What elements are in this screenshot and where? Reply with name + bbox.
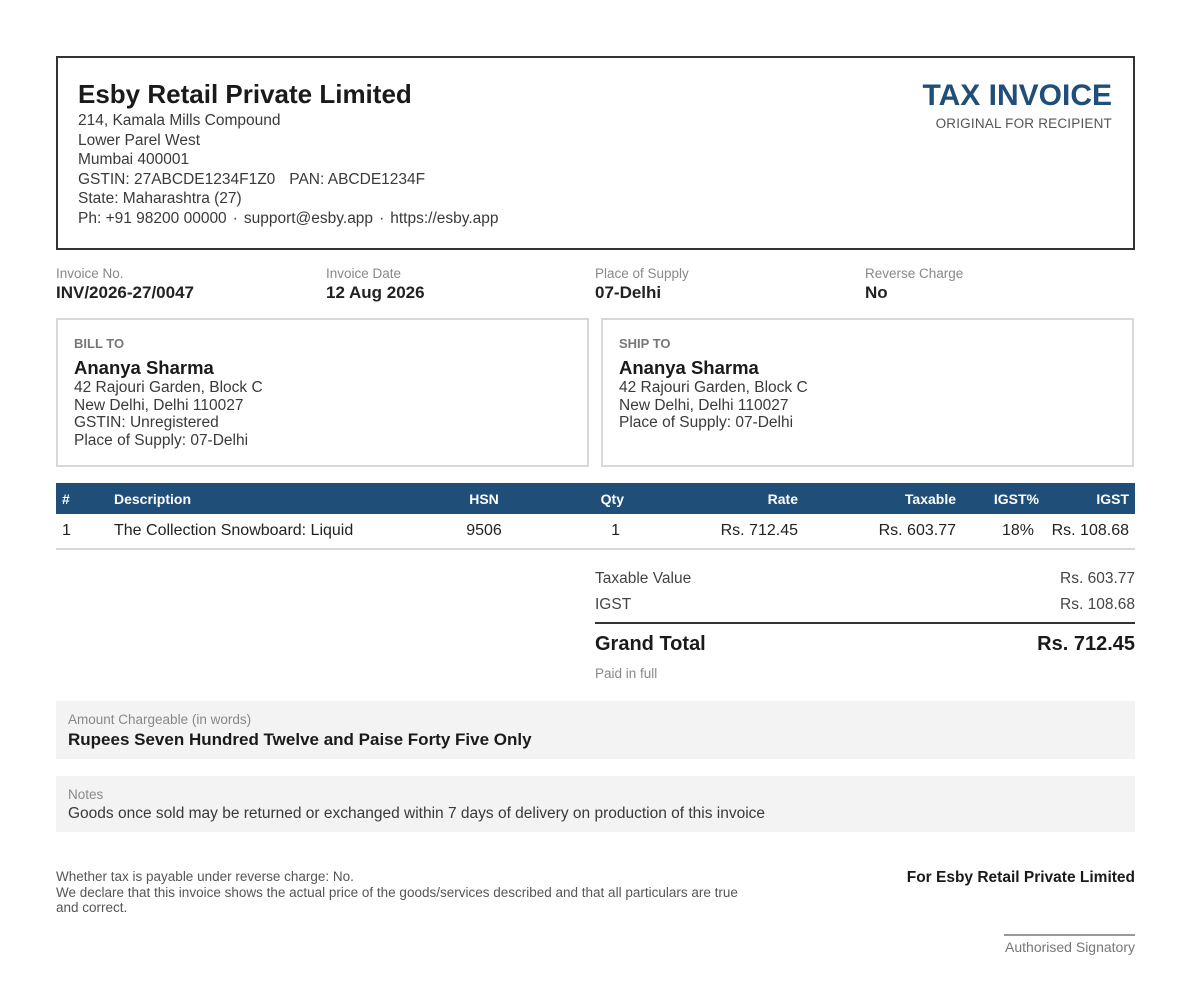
table-cell: Rs. 108.68 bbox=[1045, 514, 1135, 549]
bill-to-line: New Delhi, Delhi 110027 bbox=[74, 396, 244, 414]
bill-to-line: GSTIN: Unregistered bbox=[74, 414, 219, 431]
igst-amount: Rs. 108.68 bbox=[1060, 596, 1135, 613]
meta-label: Place of Supply bbox=[595, 266, 689, 281]
authorised-signatory: Authorised Signatory bbox=[1004, 934, 1135, 956]
table-header-row bbox=[56, 483, 1135, 514]
declaration bbox=[56, 869, 756, 916]
notes-box bbox=[56, 776, 1135, 832]
separator-dot: · bbox=[232, 209, 238, 227]
invoice-page bbox=[56, 56, 1135, 955]
invoice-header bbox=[56, 56, 1135, 250]
document-title: TAX INVOICE bbox=[922, 79, 1112, 112]
ship-to-line: 42 Rajouri Garden, Block C bbox=[619, 379, 808, 396]
meta-value: No bbox=[865, 283, 888, 302]
taxable-value-amount: Rs. 603.77 bbox=[1060, 570, 1135, 587]
table-cell: 9506 bbox=[424, 514, 544, 549]
ship-to-line: Place of Supply: 07-Delhi bbox=[619, 414, 794, 431]
reverse-charge-statement: Whether tax is payable under reverse charge: No. bbox=[56, 869, 354, 884]
igst-row bbox=[595, 594, 1135, 620]
ship-to-panel bbox=[601, 318, 1134, 467]
column-header: Description bbox=[108, 483, 424, 514]
table-cell: 18% bbox=[962, 514, 1045, 549]
invoice-meta bbox=[56, 266, 1135, 306]
ship-to-name: Ananya Sharma bbox=[619, 357, 759, 378]
grand-total-label: Grand Total bbox=[595, 633, 706, 655]
column-header: # bbox=[56, 483, 108, 514]
ship-to-label: SHIP TO bbox=[619, 336, 671, 351]
column-header: Qty bbox=[544, 483, 654, 514]
seller-pan: PAN: ABCDE1234F bbox=[289, 170, 426, 188]
table-cell: 1 bbox=[56, 514, 108, 549]
bill-to-label: BILL TO bbox=[74, 336, 125, 351]
seller-name: Esby Retail Private Limited bbox=[78, 79, 412, 109]
seller-gstin: GSTIN: 27ABCDE1234F1Z0 bbox=[78, 170, 276, 188]
meta-invoice-date bbox=[326, 266, 425, 303]
seller-website: https://esby.app bbox=[390, 209, 499, 227]
amount-in-words-label: Amount Chargeable (in words) bbox=[68, 712, 252, 727]
meta-label: Invoice Date bbox=[326, 266, 402, 281]
column-header: Taxable bbox=[804, 483, 962, 514]
column-header: HSN bbox=[424, 483, 544, 514]
meta-label: Reverse Charge bbox=[865, 266, 964, 281]
meta-value: INV/2026-27/0047 bbox=[56, 283, 194, 302]
amount-in-words-value: Rupees Seven Hundred Twelve and Paise Forty Five Only bbox=[68, 730, 532, 749]
table-row bbox=[56, 514, 1135, 549]
table-cell: Rs. 603.77 bbox=[804, 514, 962, 549]
bill-to-line: 42 Rajouri Garden, Block C bbox=[74, 379, 263, 396]
bill-to-panel bbox=[56, 318, 589, 467]
meta-place-of-supply bbox=[595, 266, 689, 303]
seller-address-line2: Lower Parel West bbox=[78, 131, 201, 149]
grand-total-row bbox=[595, 622, 1135, 656]
taxable-value-row bbox=[595, 568, 1135, 594]
line-items-table bbox=[56, 483, 1135, 550]
column-header: Rate bbox=[654, 483, 804, 514]
notes-value: Goods once sold may be returned or exchanged within 7 days of delivery on production of this invoice bbox=[68, 805, 766, 822]
table-cell: The Collection Snowboard: Liquid bbox=[108, 514, 424, 549]
seller-tax-ids bbox=[78, 170, 1113, 190]
meta-reverse-charge bbox=[865, 266, 963, 303]
grand-total-amount: Rs. 712.45 bbox=[1037, 633, 1135, 655]
notes-label: Notes bbox=[68, 787, 104, 802]
bill-to-line: Place of Supply: 07-Delhi bbox=[74, 431, 249, 449]
table-cell: Rs. 712.45 bbox=[654, 514, 804, 549]
seller-address-line1: 214, Kamala Mills Compound bbox=[78, 112, 281, 129]
seller-state: State: Maharashtra (27) bbox=[78, 190, 242, 207]
seller-email: support@esby.app bbox=[243, 209, 374, 227]
meta-value: 07-Delhi bbox=[595, 283, 662, 302]
table-cell: 1 bbox=[544, 514, 654, 549]
payment-status: Paid in full bbox=[595, 666, 658, 681]
taxable-value-label: Taxable Value bbox=[595, 570, 692, 587]
seller-phone: Ph: +91 98200 00000 bbox=[78, 209, 227, 227]
meta-value: 12 Aug 2026 bbox=[326, 283, 425, 302]
amount-in-words-box bbox=[56, 701, 1135, 759]
column-header: IGST bbox=[1045, 483, 1135, 514]
igst-label: IGST bbox=[595, 596, 632, 613]
seller-address-line3: Mumbai 400001 bbox=[78, 151, 190, 168]
ship-to-line: New Delhi, Delhi 110027 bbox=[619, 396, 789, 414]
declaration-statement: We declare that this invoice shows the actual price of the goods/services described and that all particulars are true and correct. bbox=[56, 884, 738, 915]
column-header: IGST% bbox=[962, 483, 1045, 514]
document-subtitle: ORIGINAL FOR RECIPIENT bbox=[935, 116, 1112, 131]
bill-to-name: Ananya Sharma bbox=[74, 357, 214, 378]
separator-dot: · bbox=[379, 209, 385, 227]
meta-label: Invoice No. bbox=[56, 266, 124, 281]
seller-contact bbox=[78, 209, 1113, 229]
document-title-block bbox=[923, 79, 1112, 133]
totals-block bbox=[595, 568, 1135, 682]
for-company-label: For Esby Retail Private Limited bbox=[906, 869, 1135, 886]
meta-invoice-number bbox=[56, 266, 194, 303]
